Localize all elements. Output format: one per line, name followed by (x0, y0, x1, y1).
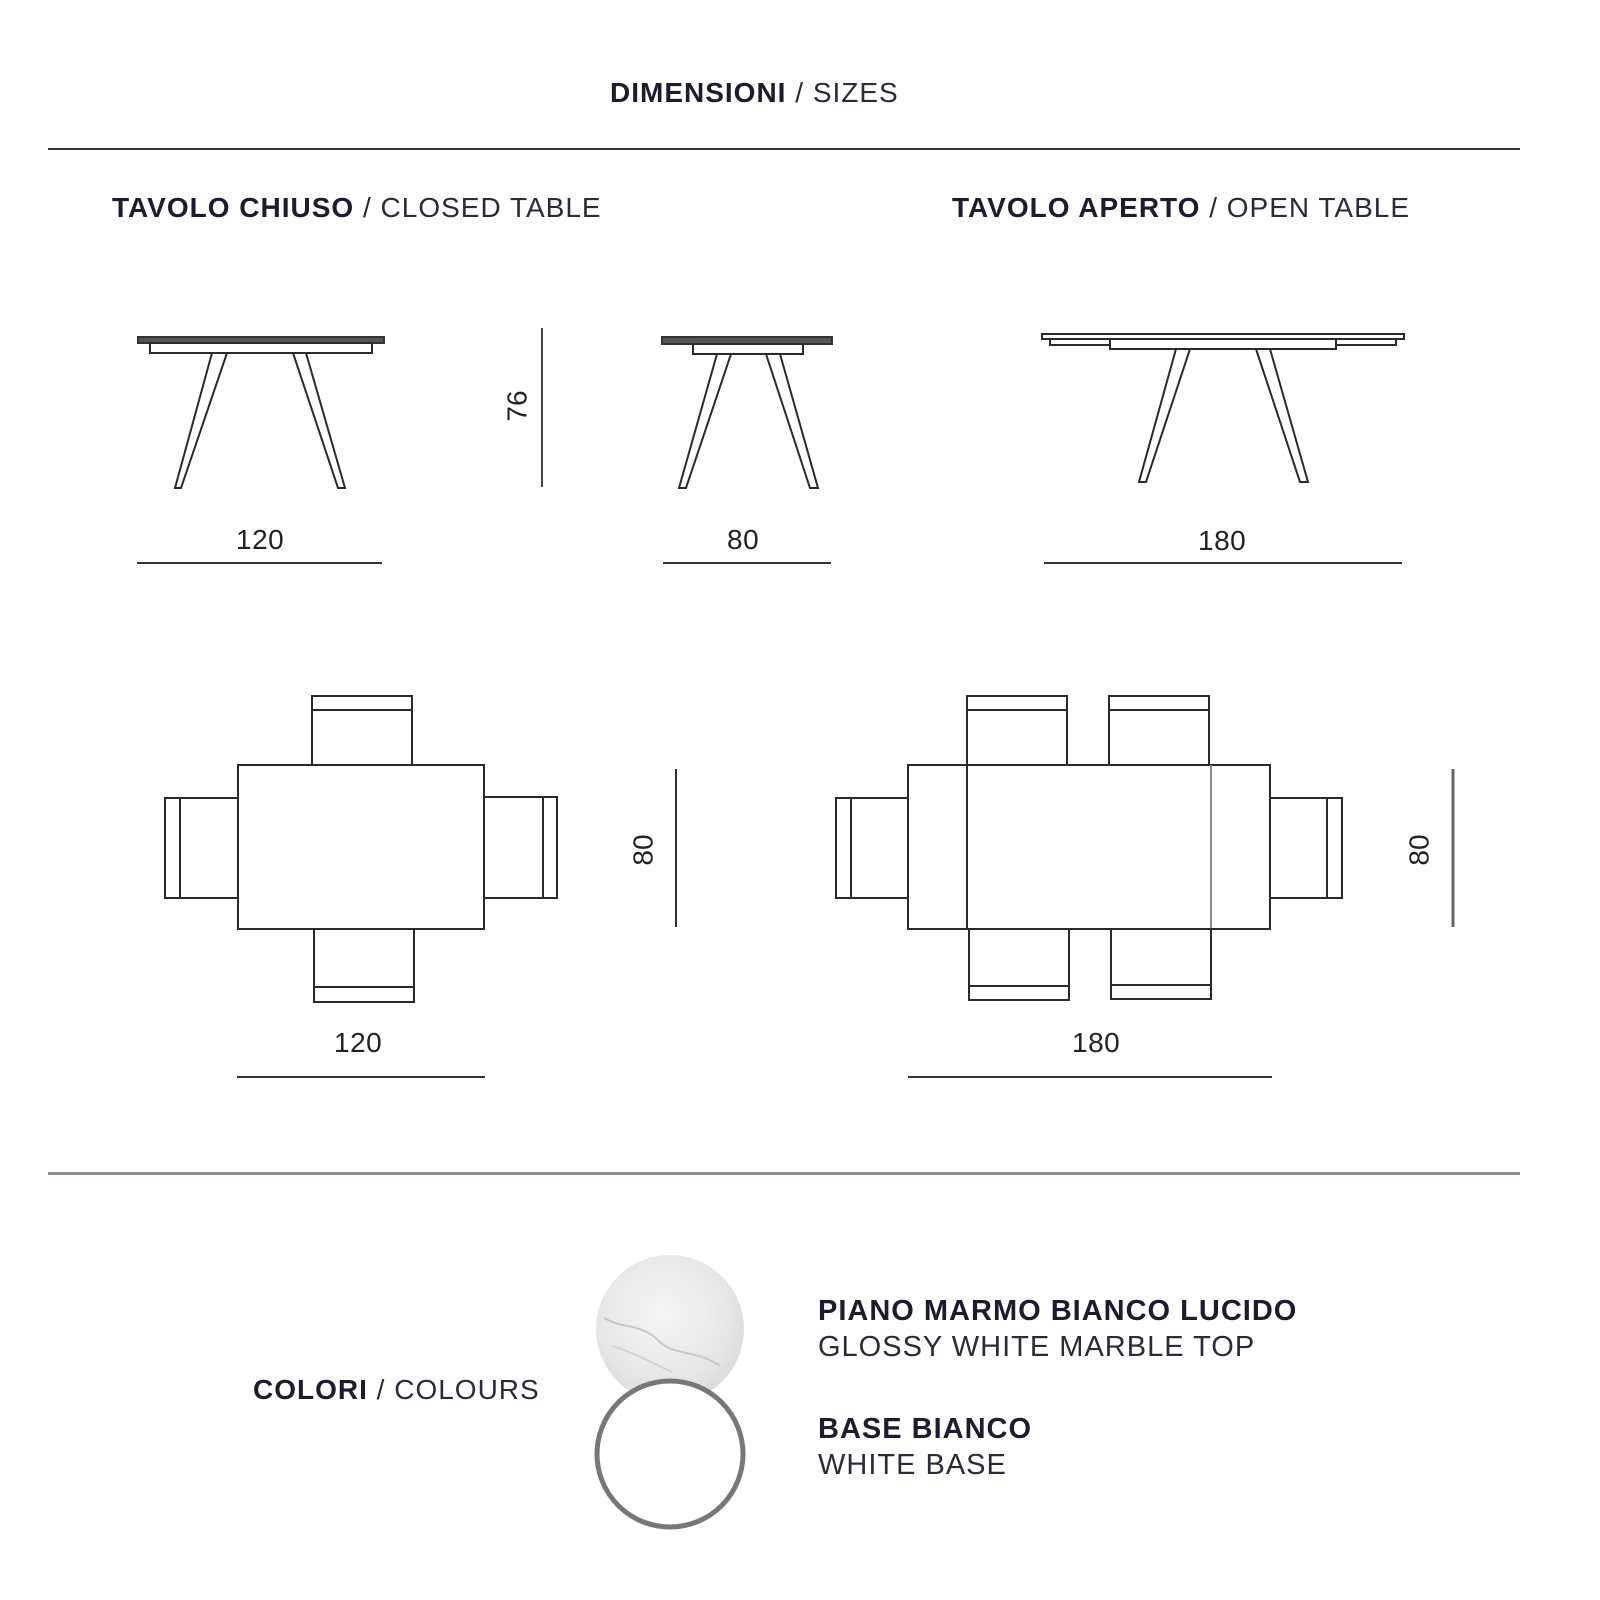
open-table-label-italian: TAVOLO APERTO (952, 192, 1201, 223)
bottom-divider (48, 1172, 1520, 1175)
closed-table-front-view (138, 337, 384, 488)
title-english: SIZES (812, 77, 899, 108)
closed-table-side-view (662, 337, 832, 488)
colours-separator: / (376, 1374, 386, 1405)
closed-front-width-line (137, 562, 382, 564)
white-base-name-italian: BASE BIANCO (818, 1413, 1033, 1445)
open-table-front-view (1042, 334, 1404, 482)
open-table-separator: / (1209, 192, 1218, 223)
closed-table-label-italian: TAVOLO CHIUSO (112, 192, 355, 223)
open-front-width-label: 180 (1198, 525, 1247, 556)
closed-side-depth-line (663, 562, 831, 564)
title-italian: DIMENSIONI (610, 77, 787, 108)
closed-plan-width-label: 120 (334, 1027, 383, 1058)
colours-label-english: COLOURS (394, 1374, 540, 1405)
closed-table-plan-view (165, 696, 557, 1002)
closed-table-label-english: CLOSED TABLE (380, 192, 602, 223)
marble-top-name-english: GLOSSY WHITE MARBLE TOP (818, 1331, 1256, 1363)
white-base-name-english: WHITE BASE (818, 1449, 1007, 1481)
title-separator: / (795, 77, 805, 108)
open-plan-width-line (908, 1076, 1272, 1078)
closed-table-separator: / (362, 192, 372, 223)
open-plan-depth-label: 80 (1403, 834, 1435, 866)
height-label: 76 (501, 390, 533, 422)
open-front-width-line (1044, 562, 1402, 564)
open-plan-width-label: 180 (1072, 1027, 1121, 1058)
colours-heading (253, 1376, 540, 1404)
closed-plan-width-line (237, 1076, 485, 1078)
closed-side-depth-label: 80 (727, 524, 760, 555)
open-table-plan-view (836, 696, 1342, 1000)
colours-label-italian: COLORI (253, 1374, 368, 1405)
open-table-label-english: OPEN TABLE (1226, 192, 1411, 223)
marble-top-name-italian: PIANO MARMO BIANCO LUCIDO (818, 1295, 1298, 1327)
white-base-swatch (597, 1381, 743, 1527)
closed-front-width-label: 120 (236, 524, 285, 555)
closed-plan-depth-label: 80 (627, 834, 659, 866)
